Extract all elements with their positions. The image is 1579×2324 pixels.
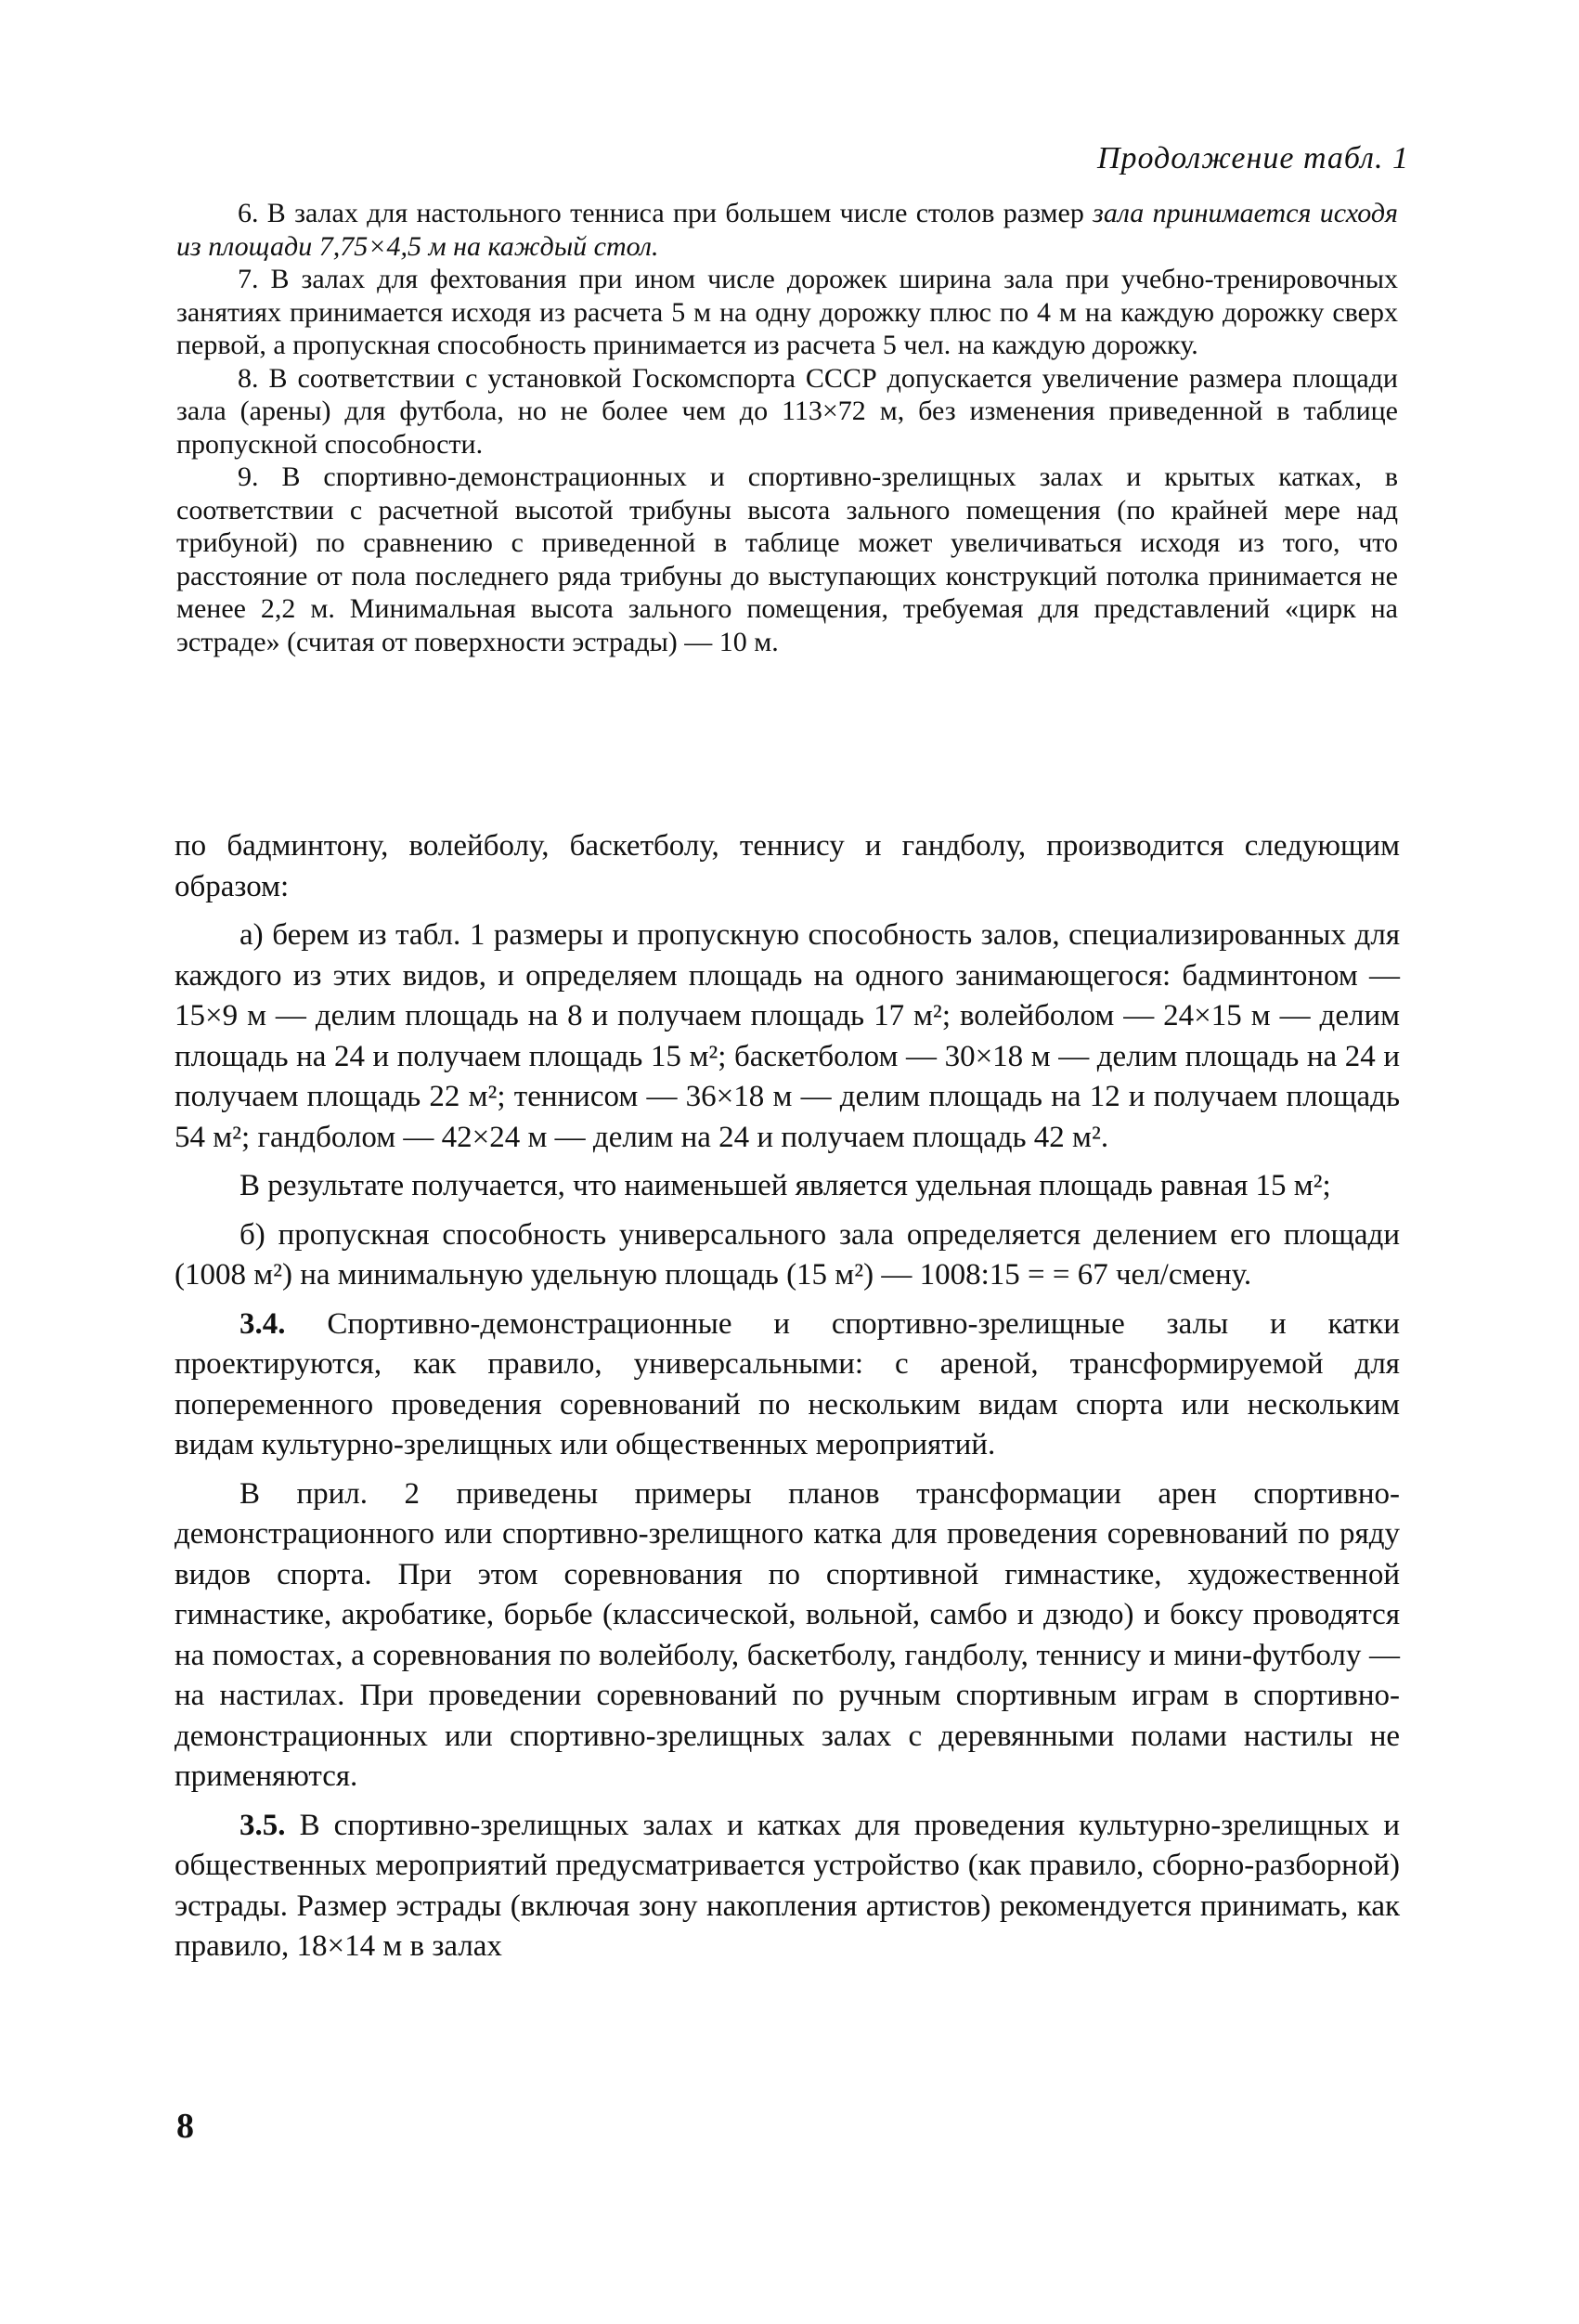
section-number-3-4: 3.4. xyxy=(239,1306,286,1341)
section-3-4 xyxy=(175,1305,1400,1466)
section-3-5-text: В спортивно-зрелищных залах и катках для проведения культурно-зрелищных и общественных мероприятий предусматривается устройство (как правило, сборно-разборной) эстрады. Размер эстрады (включая зону накопления артистов) рекомендуется принимать, как правило, 18×14 м в залах xyxy=(175,1808,1400,1963)
paragraph-b: б) пропускная способность универсального зала определяется делением его площади (1008 м²) на минимальную удельную площадь (15 м²) — 1008:15 = = 67 чел/смену. xyxy=(175,1217,1400,1292)
note-9: 9. В спортивно-демонстрационных и спортивно-зрелищных залах и крытых катках, в соответствии с расчетной высотой трибуны высота зального помещения (по крайней мере над трибуной) по сравнению с приведенной в таблице может увеличиваться исходя из того, что расстояние от пола последнего ряда трибуны до выступающих конструкций потолка принимается не менее 2,2 м. Минимальная высота зального помещения, требуемая для представлений «цирк на эстраде» (считая от поверхности эстрады) — 10 м. xyxy=(176,461,1398,657)
section-3-4-text: Спортивно-демонстрационные и спортивно-зрелищные залы и катки проектируются, как правило, универсальными: с ареной, трансформируемой для попеременного проведения соревнований по нескольким видам спорта или нескольким видам культурно-зрелищных или общественных мероприятий. xyxy=(175,1306,1400,1461)
paragraph-continuation: по бадминтону, волейболу, баскетболу, теннису и гандболу, производится следующим образом: xyxy=(175,829,1400,903)
paragraph-appendix: В прил. 2 приведены примеры планов трансформации арен спортивно-демонстрационного или спортивно-зрелищного катка для проведения соревнований по ряду видов спорта. При этом соревнования по спортивной гимнастике, художественной гимнастике, акробатике, борьбе (классической, вольной, самбо и дзюдо) и боксу проводятся на помостах, а соревнования по волейболу, баскетболу, гандболу, теннису и мини-футболу — на настилах. При проведении соревнований по ручным спортивным играм в спортивно-демонстрационных или спортивно-зрелищных залах с деревянными полами настилы не применяются. xyxy=(175,1476,1400,1793)
note-6-text: 6. В залах для настольного тенниса при большем числе столов размер xyxy=(238,198,1094,228)
body-text xyxy=(175,826,1400,1976)
note-6 xyxy=(176,197,1398,263)
section-number-3-5: 3.5. xyxy=(239,1808,286,1842)
page-number: 8 xyxy=(176,2107,194,2146)
note-6-italic: зала принимается исходя из площади 7,75×4,5 м на каждый стол. xyxy=(176,198,1399,262)
note-7: 7. В залах для фехтования при ином числе дорожек ширина зала при учебно-тренировочных занятиях принимается исходя из расчета 5 м на одну дорожку плюс по 4 м на каждую дорожку сверх первой, а пропускная способность принимается из расчета 5 чел. на каждую дорожку. xyxy=(176,264,1398,360)
section-3-5 xyxy=(175,1806,1400,1967)
paragraph-a: а) берем из табл. 1 размеры и пропускную способность залов, специализированных для каждого из этих видов, и определяем площадь на одного занимающегося: бадминтоном — 15×9 м — делим площадь на 8 и получаем площадь 17 м²; волейболом — 24×15 м — делим площадь на 24 и получаем площадь 15 м²; баскетболом — 30×18 м — делим площадь на 24 и получаем площадь 22 м²; теннисом — 36×18 м — делим площадь на 12 и получаем площадь 54 м²; гандболом — 42×24 м — делим на 24 и получаем площадь 42 м². xyxy=(175,918,1400,1154)
paragraph-result: В результате получается, что наименьшей является удельная площадь равная 15 м²; xyxy=(239,1169,1331,1202)
table-notes xyxy=(176,197,1398,658)
running-head: Продолжение табл. 1 xyxy=(1096,141,1409,175)
note-8: 8. В соответствии с установкой Госкомспорта СССР допускается увеличение размера площади зала (арены) для футбола, но не более чем до 113×72 м, без изменения приведенной в таблице пропускной способности. xyxy=(176,362,1398,460)
